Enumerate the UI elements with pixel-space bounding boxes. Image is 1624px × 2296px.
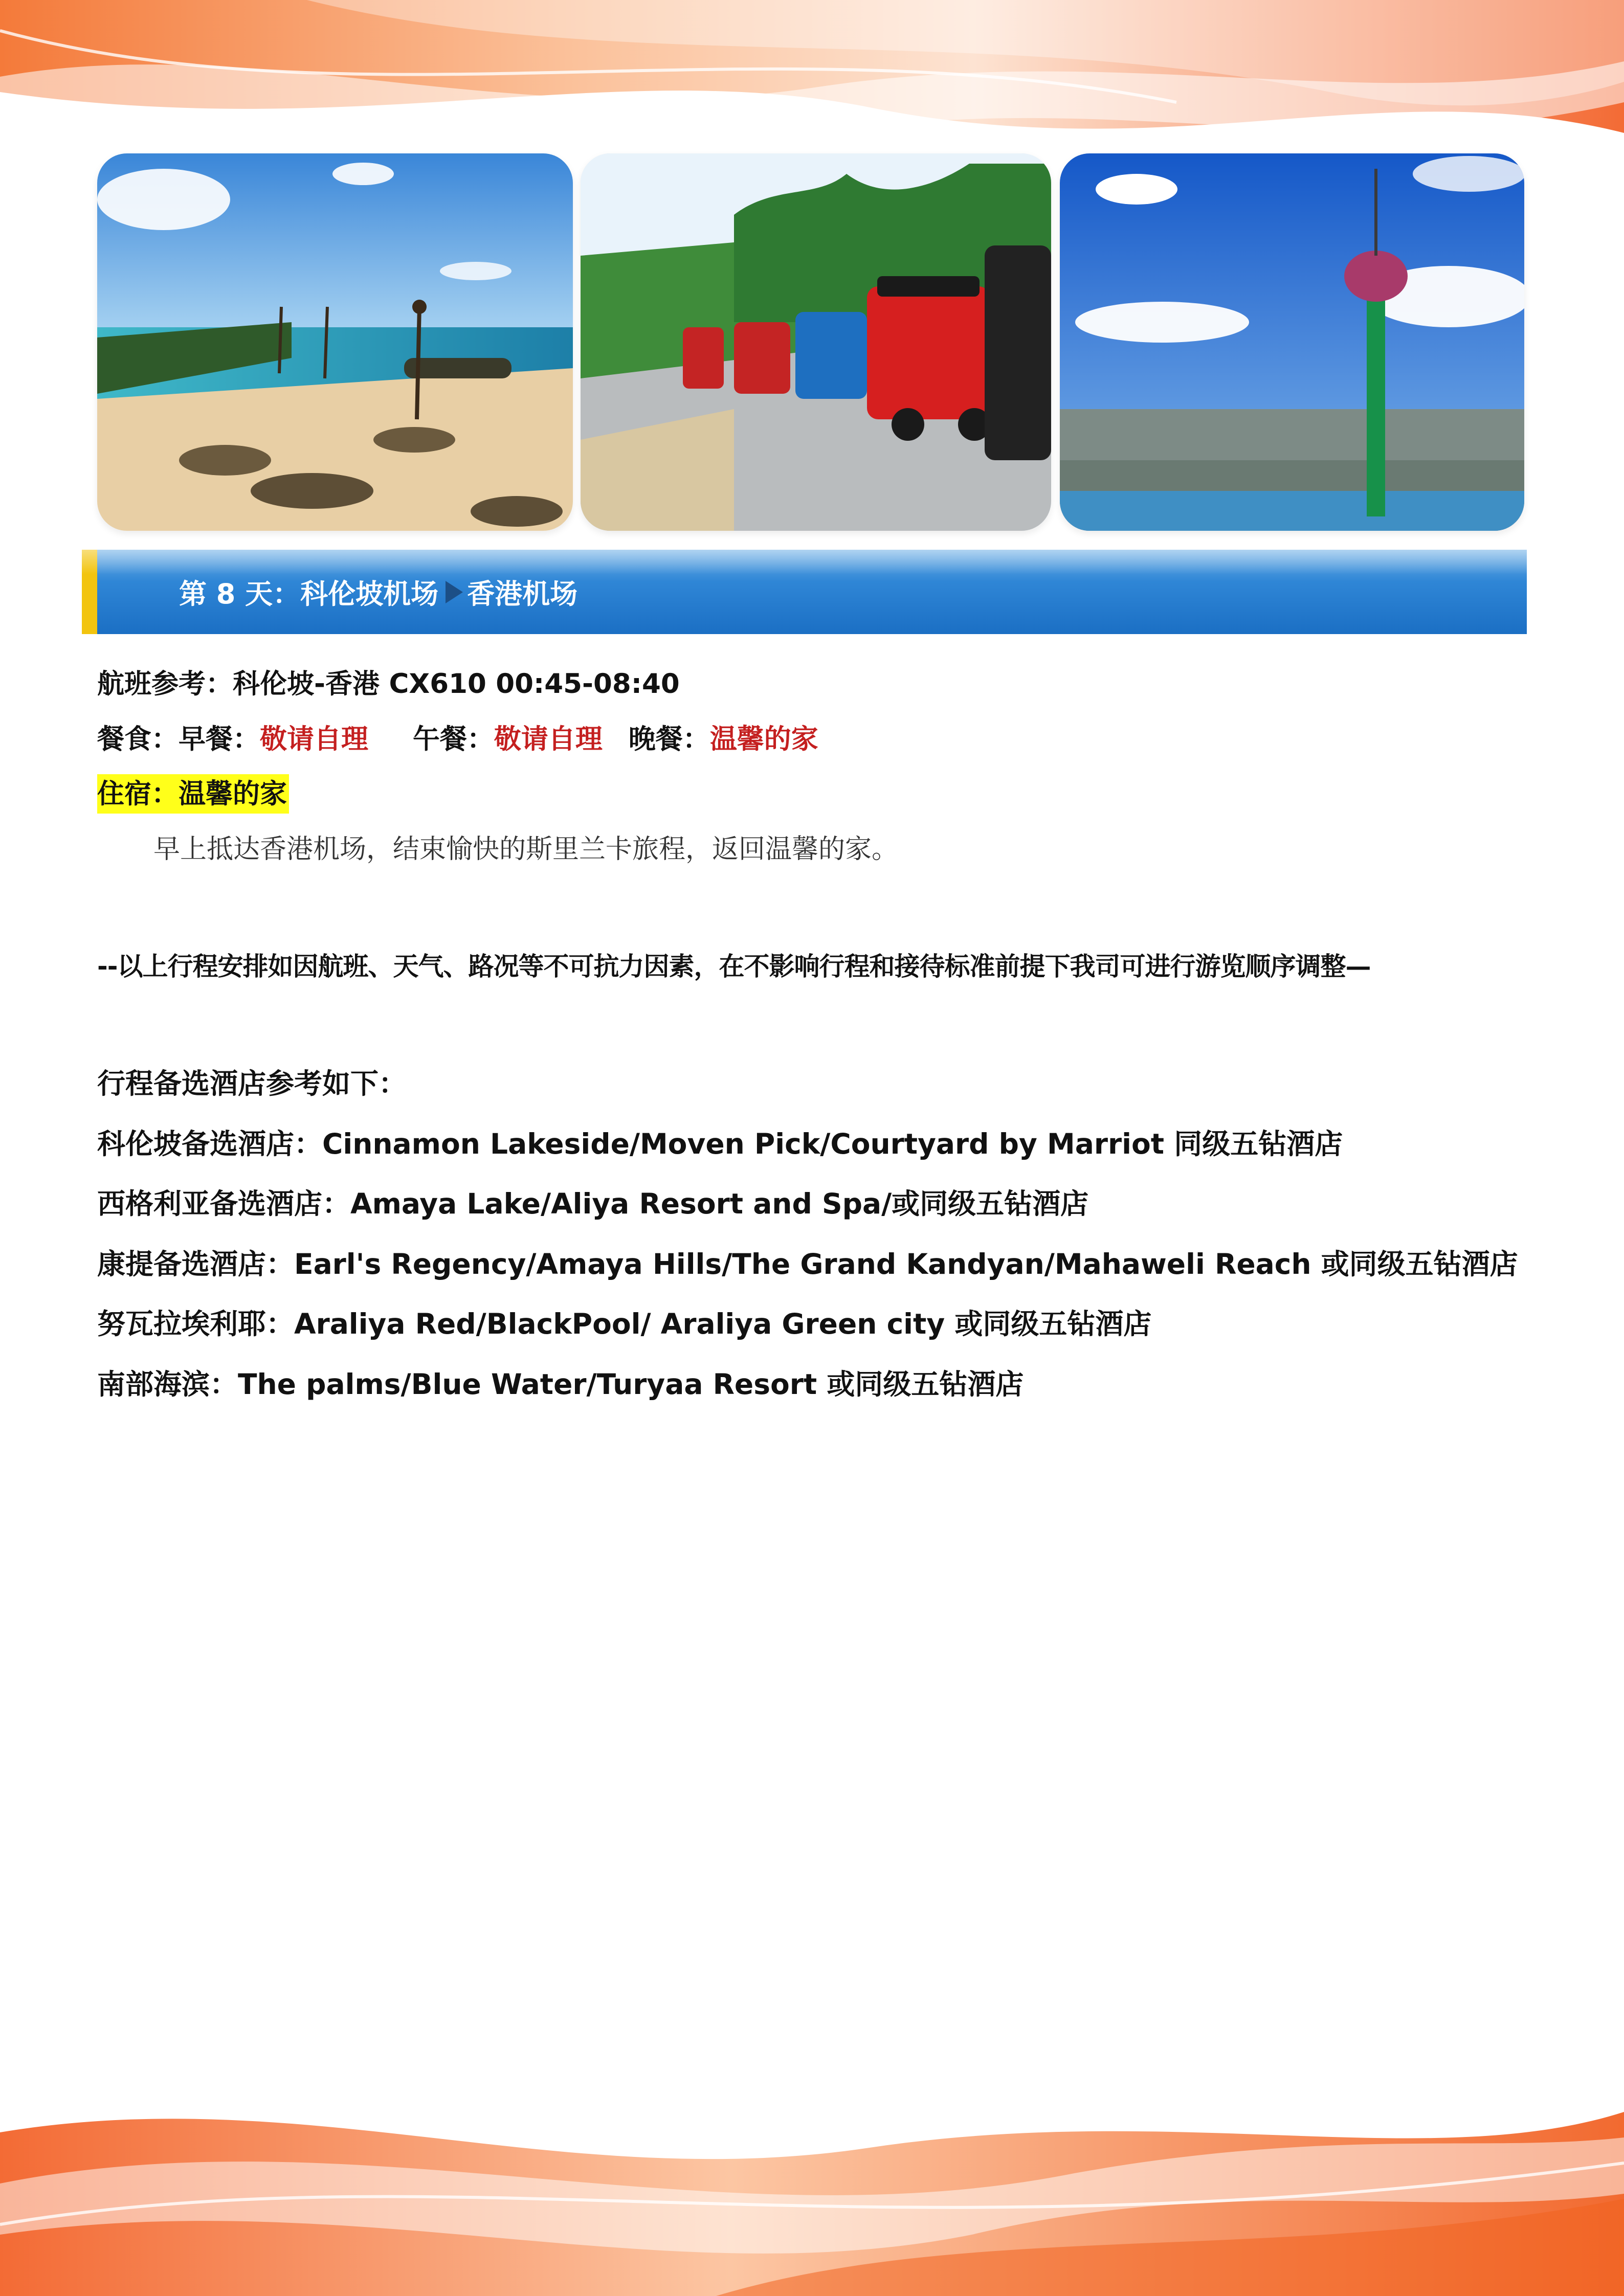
breakfast-value: 敬请自理 (260, 724, 368, 755)
day-header-bar (82, 550, 1527, 634)
flight-reference (97, 662, 680, 701)
schedule-notice: --以上行程安排如因航班、天气、路况等不可抗力因素，在不影响行程和接待标准前提下我司可进行游览顺序调整— (97, 952, 1371, 981)
flight-label: 航班参考： (97, 668, 233, 700)
day-destination-text: 香港机场 (467, 578, 578, 610)
accommodation-info (97, 772, 289, 811)
accommodation-label: 住宿：温馨的家 (97, 774, 289, 814)
hotel-option-sigiriya: 西格利亚备选酒店：Amaya Lake/Aliya Resort and Spa/或同级五钻酒店 (97, 1187, 1089, 1220)
flight-value: 科伦坡-香港 CX610 00:45-08:40 (233, 668, 680, 700)
lunch-label: 午餐： (412, 724, 494, 755)
hotel-option-colombo: 科伦坡备选酒店：Cinnamon Lakeside/Moven Pick/Courtyard by Marriot 同级五钻酒店 (97, 1128, 1343, 1160)
hotels-title: 行程备选酒店参考如下： (97, 1067, 407, 1100)
arrow-right-icon (446, 581, 463, 603)
meals-label: 餐食： (97, 724, 179, 755)
breakfast-label: 早餐： (179, 724, 260, 755)
tuk-tuk-row-photo (581, 153, 1051, 531)
lunch-value: 敬请自理 (494, 724, 603, 755)
meals-info (97, 717, 818, 756)
day-origin-text: 第 8 天：科伦坡机场 (179, 578, 439, 610)
bottom-decoration (0, 1979, 1624, 2296)
dinner-label: 晚餐： (628, 724, 710, 755)
day-title (179, 550, 577, 634)
lotus-tower-photo (1060, 153, 1524, 531)
hotel-option-nuwara-eliya: 努瓦拉埃利耶：Araliya Red/BlackPool/ Araliya Green city 或同级五钻酒店 (97, 1308, 1152, 1340)
dinner-value: 温馨的家 (709, 724, 818, 755)
hotel-option-south-coast: 南部海滨：The palms/Blue Water/Turyaa Resort 或同级五钻酒店 (97, 1368, 1024, 1401)
beach-stilt-fishermen-photo (97, 153, 573, 531)
day-description: 早上抵达香港机场，结束愉快的斯里兰卡旅程，返回温馨的家。 (153, 834, 899, 865)
hotel-option-kandy: 康提备选酒店：Earl's Regency/Amaya Hills/The Grand Kandyan/Mahaweli Reach 或同级五钻酒店 (97, 1248, 1518, 1280)
